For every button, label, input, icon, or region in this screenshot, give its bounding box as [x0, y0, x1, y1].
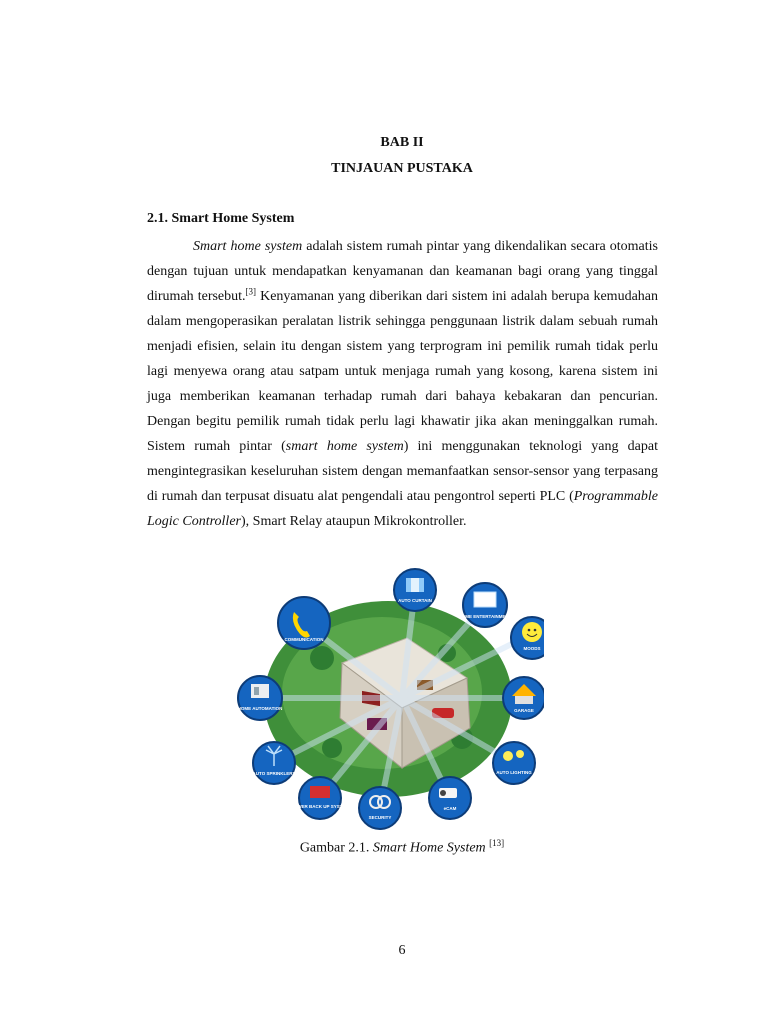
camera-icon: [429, 777, 471, 819]
moods-icon: [511, 617, 544, 659]
svg-text:SECURITY: SECURITY: [368, 815, 392, 820]
smart-home-illustration: [232, 568, 544, 830]
body-paragraph: [147, 234, 658, 534]
term-smart-home-system-lower: smart home system: [285, 439, 404, 454]
tree: [310, 646, 334, 670]
garage-icon: [503, 677, 544, 719]
figure-caption: [0, 838, 768, 857]
svg-text:HOME ENTERTAINMENT: HOME ENTERTAINMENT: [458, 614, 512, 619]
section-title: 2.1. Smart Home System: [147, 211, 295, 226]
sprinkler-icon: [253, 742, 296, 784]
svg-text:POWER BACK UP SYSTEM: POWER BACK UP SYSTEM: [290, 804, 350, 809]
term-plc: Programmable Logic Controller: [147, 489, 658, 529]
lighting-icon: [493, 742, 535, 784]
caption-title: Smart Home System: [372, 840, 486, 856]
page-number: 6: [398, 943, 406, 958]
paragraph-text-2: Kenyamanan yang diberikan dari sistem ini adalah berupa kemudahan dalam mengoperasikan peralatan listrik sehingga penggunaan listrik dalam sebuah rumah menjadi efisien, selain itu dengan sistem yang terprogram ini pemilik rumah tidak perlu lagi menyewa orang atau satpam untuk menjaga rumah yang kosong, karena sistem ini juga memberikan keamanan terhadap rumah dari bahaya kebakaran dan pencurian. Dengan begitu pemilik rumah tidak perlu lagi khawatir jika akan meninggalkan rumah. Sistem rumah pintar (: [147, 289, 658, 454]
chapter-number: BAB II: [380, 135, 424, 150]
curtain-icon: [394, 569, 436, 611]
communication-icon: [278, 597, 330, 649]
svg-text:AUTO LIGHTING: AUTO LIGHTING: [496, 770, 532, 775]
security-icon: [359, 787, 401, 829]
citation-ref-3: [3]: [245, 286, 257, 297]
caption-prefix: Gambar 2.1.: [299, 840, 373, 856]
svg-text:AUTO CURTAIN: AUTO CURTAIN: [398, 598, 432, 603]
term-smart-home-system: Smart home system: [193, 239, 303, 254]
svg-text:COMMUNICATION: COMMUNICATION: [284, 637, 324, 642]
svg-text:eCAM: eCAM: [443, 806, 457, 811]
svg-text:MOODS: MOODS: [523, 646, 541, 651]
tree: [322, 738, 342, 758]
svg-text:GARAGE: GARAGE: [514, 708, 534, 713]
smart-home-figure: [232, 568, 544, 830]
paragraph-text-3: ) ini menggunakan teknologi yang dapat mengintegrasikan keseluruhan sistem dengan memanfaatkan sensor-sensor yang terpasang di rumah dan terpusat disuatu alat pengendali atau pengontrol seperti PLC (: [147, 439, 659, 504]
entertainment-icon: [459, 583, 512, 627]
automation-icon: [238, 676, 283, 720]
svg-text:AUTO SPRINKLERS: AUTO SPRINKLERS: [252, 771, 296, 776]
caption-ref: [13]: [489, 838, 505, 848]
paragraph-text-1: adalah sistem rumah pintar yang dikendalikan secara otomatis dengan tujuan untuk mendapatkan kenyamanan dan keamanan bagi orang yang tinggal dirumah tersebut.: [147, 239, 658, 304]
chapter-title: TINJAUAN PUSTAKA: [331, 161, 473, 176]
paragraph-text-4: ), Smart Relay ataupun Mikrokontroller.: [241, 514, 467, 529]
svg-text:HOME AUTOMATION: HOME AUTOMATION: [237, 706, 283, 711]
